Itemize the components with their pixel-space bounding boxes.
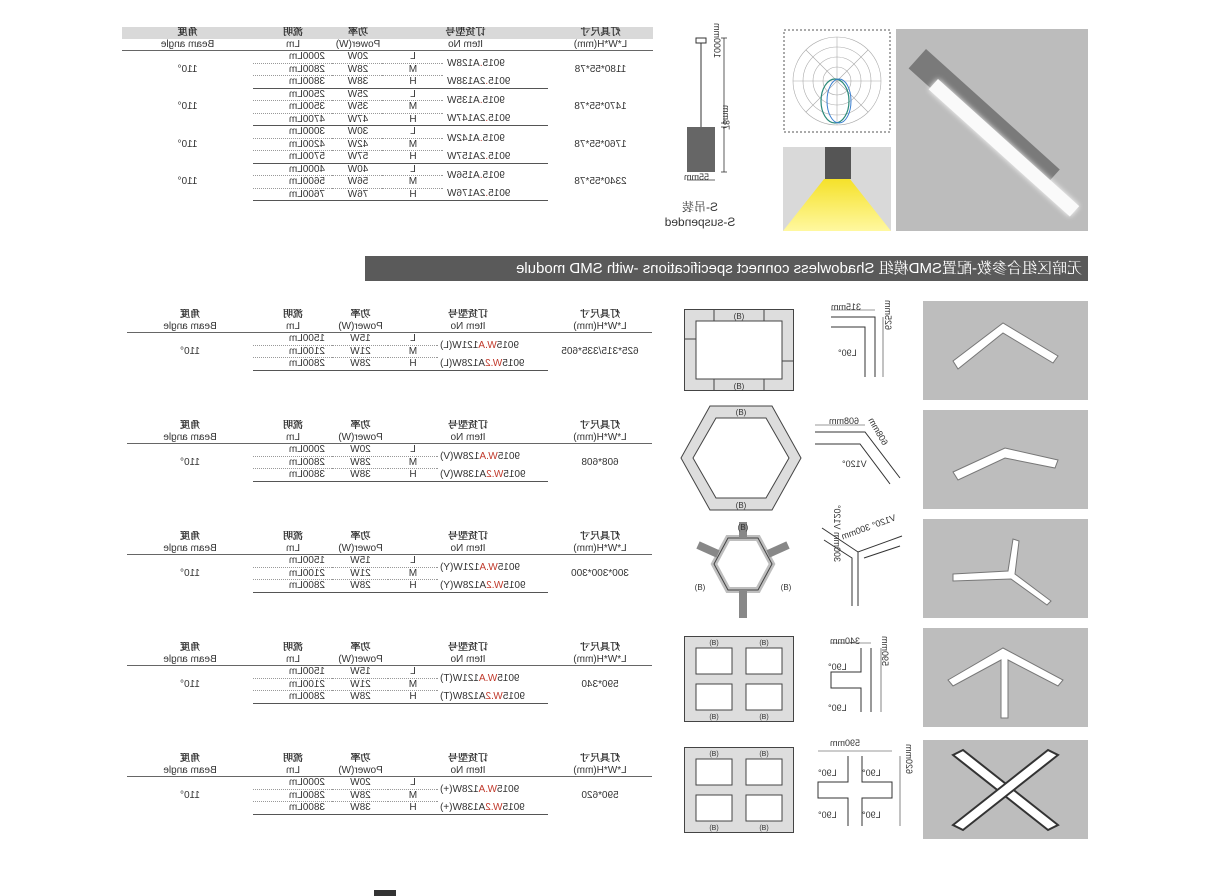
table-row xyxy=(127,666,652,679)
level-cell: M xyxy=(383,101,443,114)
item-cell: 9015.2A176W xyxy=(443,188,548,201)
lumen-cell: 2100Lm xyxy=(253,678,333,691)
power-cell: 38W xyxy=(333,76,383,89)
lumen-cell: 2800Lm xyxy=(253,63,333,76)
svg-text:(B): (B) xyxy=(759,825,769,832)
t-shape-photo xyxy=(923,628,1088,727)
power-cell: 38W xyxy=(333,469,388,482)
size-cell: 590*340 xyxy=(581,678,619,690)
item-cell: 9015.2A138W xyxy=(443,76,548,89)
lumen-cell: 5700Lm xyxy=(253,151,333,164)
level-cell: L xyxy=(388,666,438,679)
y-shape-photo xyxy=(923,519,1088,618)
item-cell: 9015W.A128W(+) xyxy=(440,783,520,795)
level-cell: L xyxy=(383,88,443,101)
header-lumen: 流明 xyxy=(253,27,333,39)
level-cell: M xyxy=(388,456,438,469)
power-cell: 47W xyxy=(333,113,383,126)
level-cell: M xyxy=(388,567,438,580)
size-cell: 1760*55*78 xyxy=(574,138,627,150)
angle-cell: 110° xyxy=(180,678,200,690)
lumen-cell: 3000Lm xyxy=(253,126,333,139)
lumen-cell: 7600Lm xyxy=(253,188,333,201)
power-cell: 15W xyxy=(333,333,388,346)
body-height-label: 78mm xyxy=(721,104,731,130)
header-angle: 角度 xyxy=(122,27,253,39)
item-cell: 9015W.2A138W(+) xyxy=(438,802,548,815)
table-header-row: 灯具尺寸 订货型号 功率 流明 角度 xyxy=(127,531,652,543)
table-row xyxy=(127,777,652,790)
svg-text:(B): (B) xyxy=(759,751,769,758)
item-cell: 9015W.2A128W(T) xyxy=(438,691,548,704)
combo-spec-table xyxy=(127,309,652,371)
lumen-cell: 2800Lm xyxy=(253,358,333,371)
level-cell: M xyxy=(383,176,443,189)
combo-spec-table xyxy=(127,642,652,704)
item-cell: 9015W.A121W(Y) xyxy=(440,561,521,573)
angle-cell: 110° xyxy=(180,345,200,357)
size-cell: 1180*55*78 xyxy=(574,63,627,75)
table-row xyxy=(127,333,652,346)
level-cell: H xyxy=(388,802,438,815)
table-subheader-row: L*W*H(mm) Item No Power(W) Lm Beam angle xyxy=(122,39,653,51)
angle-cell: 110° xyxy=(177,63,198,75)
svg-text:(B): (B) xyxy=(709,640,719,647)
level-cell: H xyxy=(388,580,438,593)
v-connector-diagram xyxy=(810,418,910,498)
l-shape-photo xyxy=(923,301,1088,400)
level-cell: L xyxy=(388,333,438,346)
item-cell: 9015W.A121W(L) xyxy=(440,339,519,351)
lumen-cell: 2800Lm xyxy=(253,691,333,704)
power-cell: 20W xyxy=(333,51,383,64)
svg-text:(B): (B) xyxy=(735,501,747,510)
power-cell: 28W xyxy=(333,358,388,371)
level-cell: M xyxy=(383,138,443,151)
size-cell: 590*620 xyxy=(581,789,619,801)
table-row xyxy=(122,51,653,64)
level-cell: L xyxy=(388,777,438,790)
power-cell: 28W xyxy=(333,580,388,593)
angle-cell: 110° xyxy=(177,176,198,187)
svg-text:(B): (B) xyxy=(780,583,792,592)
combo-spec-table xyxy=(127,420,652,482)
item-cell: 9015.2A157W xyxy=(443,151,548,164)
beam-image xyxy=(783,147,891,231)
header-power: 功率 xyxy=(333,27,383,39)
table-subheader-row: L*W*H(mm) Item No Power(W) Lm Beam angle xyxy=(127,654,652,666)
level-cell: L xyxy=(388,444,438,457)
item-cell: 9015.A128W xyxy=(447,57,505,69)
table-row xyxy=(127,444,652,457)
level-cell: H xyxy=(388,469,438,482)
table-subheader-row: L*W*H(mm) Item No Power(W) Lm Beam angle xyxy=(127,432,652,444)
table-subheader-row: L*W*H(mm) Item No Power(W) Lm Beam angle xyxy=(127,543,652,555)
angle-cell: 110° xyxy=(180,789,200,801)
top-spec-table xyxy=(122,27,653,201)
svg-text:(B): (B) xyxy=(709,714,719,721)
lumen-cell: 4200Lm xyxy=(253,138,333,151)
lumen-cell: 2100Lm xyxy=(253,345,333,358)
level-cell: M xyxy=(388,678,438,691)
svg-text:(B): (B) xyxy=(709,825,719,832)
body-width-label: 55mm xyxy=(684,172,710,182)
power-cell: 25W xyxy=(333,88,383,101)
level-cell: M xyxy=(383,63,443,76)
rectangle-layout-diagram xyxy=(684,309,794,391)
power-cell: 28W xyxy=(333,691,388,704)
header-item: 订货型号 xyxy=(383,27,548,39)
size-cell: 608*608 xyxy=(581,456,619,468)
lumen-cell: 4000Lm xyxy=(253,163,333,176)
size-cell: 625*315/335*605 xyxy=(561,345,639,357)
lumen-cell: 5600Lm xyxy=(253,176,333,189)
footer-mark xyxy=(374,890,396,896)
power-cell: 57W xyxy=(333,151,383,164)
angle-cell: 110° xyxy=(177,101,198,112)
lumen-cell: 2800Lm xyxy=(253,456,333,469)
combo-spec-table xyxy=(127,753,652,815)
svg-text:(B): (B) xyxy=(759,640,769,647)
power-cell: 21W xyxy=(333,567,388,580)
cross-layout-diagram xyxy=(684,747,794,833)
cross-shape-photo xyxy=(923,740,1088,839)
item-cell: 9015W.A121W(T) xyxy=(440,672,520,684)
table-row xyxy=(122,126,653,139)
power-cell: 15W xyxy=(333,555,388,568)
item-cell: 9015.A135W xyxy=(447,95,505,106)
combo-spec-table xyxy=(127,531,652,593)
power-cell: 21W xyxy=(333,345,388,358)
table-header-row: 灯具尺寸 订货型号 功率 流明 角度 xyxy=(127,642,652,654)
table-row xyxy=(122,88,653,101)
linear-light-photo xyxy=(896,29,1088,231)
lumen-cell: 2000Lm xyxy=(253,444,333,457)
svg-text:(B): (B) xyxy=(709,751,719,758)
angle-cell: 110° xyxy=(177,138,198,150)
level-cell: M xyxy=(388,345,438,358)
table-header-row: 灯具尺寸 订货型号 功率 流明 角度 xyxy=(127,309,652,321)
table-header-row xyxy=(122,27,653,39)
level-cell: H xyxy=(383,151,443,164)
power-cell: 28W xyxy=(333,456,388,469)
level-cell: H xyxy=(383,188,443,201)
power-cell: 56W xyxy=(333,176,383,189)
level-cell: L xyxy=(383,163,443,176)
item-cell: 9015W.2A128W(Y) xyxy=(438,580,548,593)
level-cell: H xyxy=(383,76,443,89)
level-cell: H xyxy=(388,691,438,704)
item-cell: 9015W.2A128W(L) xyxy=(438,358,548,371)
cross-connector-diagram xyxy=(812,748,907,834)
item-cell: 9015.2A147W xyxy=(443,113,548,126)
v-shape-photo xyxy=(923,410,1088,509)
lumen-cell: 2500Lm xyxy=(253,88,333,101)
y-layout-diagram xyxy=(688,520,798,620)
power-cell: 20W xyxy=(333,444,388,457)
lumen-cell: 3500Lm xyxy=(253,101,333,114)
item-cell: 9015W.2A138W(V) xyxy=(438,469,548,482)
size-cell: 2340*55*78 xyxy=(574,176,627,187)
svg-text:(B): (B) xyxy=(733,382,745,391)
table-subheader-row: L*W*H(mm) Item No Power(W) Lm Beam angle xyxy=(127,765,652,777)
lumen-cell: 4700Lm xyxy=(253,113,333,126)
lumen-cell: 3800Lm xyxy=(253,802,333,815)
power-cell: 20W xyxy=(333,777,388,790)
table-row xyxy=(122,163,653,176)
power-cell: 28W xyxy=(333,63,383,76)
power-cell: 35W xyxy=(333,101,383,114)
hexagon-layout-diagram xyxy=(680,404,802,512)
level-cell: H xyxy=(388,358,438,371)
header-size: 灯具尺寸 xyxy=(548,27,653,39)
svg-text:(B): (B) xyxy=(735,408,747,417)
svg-text:(B): (B) xyxy=(733,312,745,321)
angle-cell: 110° xyxy=(180,456,200,468)
lumen-cell: 3800Lm xyxy=(253,76,333,89)
angle-cell: 110° xyxy=(180,567,200,579)
level-cell: L xyxy=(388,555,438,568)
table-row xyxy=(127,555,652,568)
power-cell: 76W xyxy=(333,188,383,201)
lumen-cell: 1500Lm xyxy=(253,555,333,568)
table-subheader-row: L*W*H(mm) Item No Power(W) Lm Beam angle xyxy=(127,321,652,333)
svg-text:(B): (B) xyxy=(737,523,749,532)
power-cell: 40W xyxy=(333,163,383,176)
table-header-row: 灯具尺寸 订货型号 功率 流明 角度 xyxy=(127,753,652,765)
lumen-cell: 2800Lm xyxy=(253,580,333,593)
power-cell: 42W xyxy=(333,138,383,151)
svg-text:(B): (B) xyxy=(759,714,769,721)
power-cell: 28W xyxy=(333,789,388,802)
section-banner: 无暗区组合参数-配置SMD模组 Shadowless connect specifications -with SMD module xyxy=(365,256,1088,281)
lumen-cell: 3800Lm xyxy=(253,469,333,482)
level-cell: H xyxy=(383,113,443,126)
lumen-cell: 2000Lm xyxy=(253,51,333,64)
level-cell: L xyxy=(383,126,443,139)
level-cell: L xyxy=(383,51,443,64)
level-cell: M xyxy=(388,789,438,802)
lumen-cell: 1500Lm xyxy=(253,666,333,679)
lumen-cell: 1500Lm xyxy=(253,333,333,346)
size-cell: 1470*55*78 xyxy=(574,101,627,112)
lumen-cell: 2100Lm xyxy=(253,567,333,580)
power-cell: 15W xyxy=(333,666,388,679)
power-cell: 21W xyxy=(333,678,388,691)
t-layout-diagram xyxy=(684,636,794,722)
item-cell: 9015.A142W xyxy=(447,132,505,144)
lumen-cell: 2000Lm xyxy=(253,777,333,790)
polar-diagram xyxy=(783,29,891,133)
cable-length-label: 1000mm xyxy=(712,22,722,58)
power-cell: 38W xyxy=(333,802,388,815)
power-cell: 30W xyxy=(333,126,383,139)
item-cell: 9015.A156W xyxy=(447,170,505,181)
size-cell: 300*300*300 xyxy=(571,567,629,579)
item-cell: 9015W.A128W(V) xyxy=(440,450,521,462)
lumen-cell: 2800Lm xyxy=(253,789,333,802)
svg-text:(B): (B) xyxy=(694,583,706,592)
table-header-row: 灯具尺寸 订货型号 功率 流明 角度 xyxy=(127,420,652,432)
suspended-caption: S-吊装 S-suspended xyxy=(664,200,736,229)
